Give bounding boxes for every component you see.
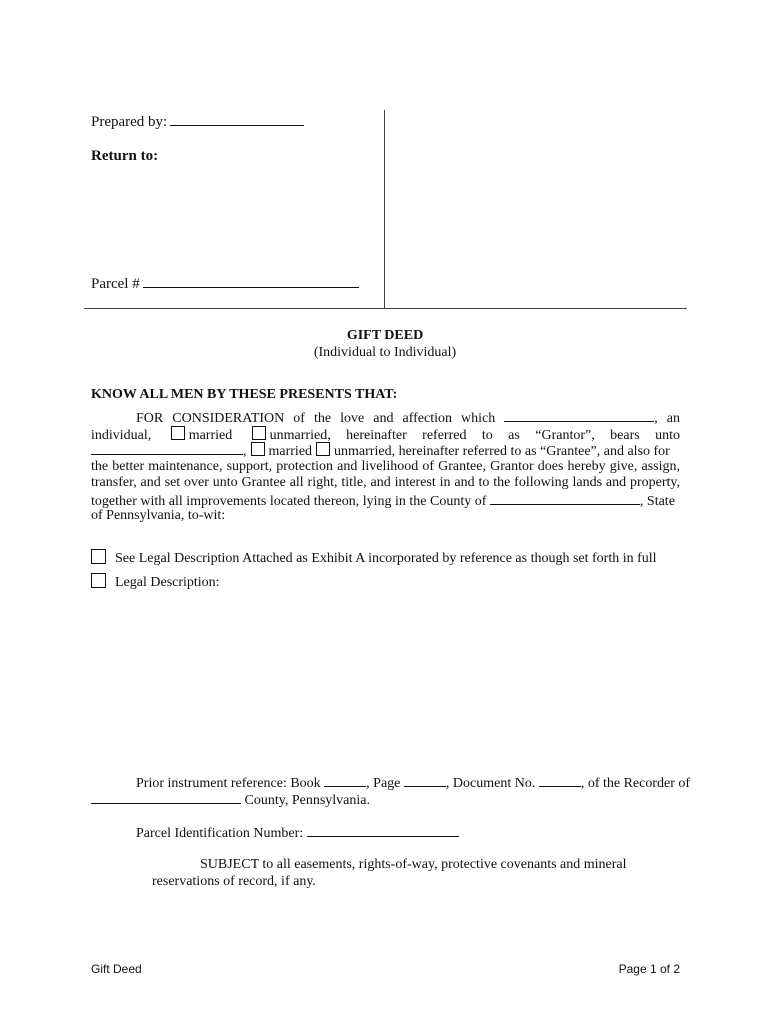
document-title: GIFT DEED [346,328,424,343]
paragraph-line: transfer, and set over unto Grantee all right, title, and interest in and to the following lands and property, [91,475,680,490]
paragraph-line: the better maintenance, support, protection and livelihood of Grantee, Grantor does hereby give, assign, [91,458,680,474]
paragraph-line: County, Pennsylvania. [91,791,680,808]
paragraph-line: together with all improvements located thereon, lying in the County of , State [91,493,675,509]
paragraph-line: of Pennsylvania, to-wit: [91,508,226,523]
return-to-label: Return to: [91,148,159,164]
grantee-married-checkbox[interactable] [251,442,265,456]
county-field[interactable] [490,492,640,505]
prepared-by-field[interactable] [170,112,304,126]
parcel-number [91,274,359,293]
prepared-by [91,112,304,131]
paragraph-line: FOR CONSIDERATION of the love and affection which , an [136,411,680,426]
grantor-name-field[interactable] [504,409,654,422]
legal-description-checkbox[interactable] [91,573,106,588]
header-divider-vertical [384,110,385,308]
document-subtitle: (Individual to Individual) [313,345,457,360]
grantee-unmarried-checkbox[interactable] [316,442,330,456]
legal-description-option [91,573,220,591]
header-divider-horizontal [84,308,687,309]
paragraph-line: , married unmarried, hereinafter referred to as “Grantee”, and also for [91,442,680,459]
book-field[interactable] [324,774,366,787]
grantor-unmarried-checkbox[interactable] [252,426,266,440]
parcel-identification-field[interactable] [307,824,459,837]
recorder-county-field[interactable] [91,791,241,804]
know-all-heading: KNOW ALL MEN BY THESE PRESENTS THAT: [91,387,398,402]
legal-description-label: Legal Description: [115,575,220,590]
document-number-field[interactable] [539,774,581,787]
prepared-by-label: Prepared by: [91,114,168,130]
subject-clause [152,857,672,890]
prior-instrument-reference [91,774,691,808]
consideration-paragraph [91,409,680,525]
parcel-label: Parcel # [91,276,140,292]
grantor-married-checkbox[interactable] [171,426,185,440]
parcel-field[interactable] [143,274,359,288]
exhibit-checkbox[interactable] [91,549,106,564]
grantee-name-field[interactable] [91,442,243,455]
page-field[interactable] [404,774,446,787]
parcel-identification-label: Parcel Identification Number: [136,826,304,841]
parcel-identification [136,824,459,842]
paragraph-line: reservations of record, if any. [152,873,316,889]
paragraph-line: SUBJECT to all easements, rights-of-way, protective covenants and mineral [200,857,627,872]
paragraph-line: individual, married unmarried, hereinafter referred to as “Grantor”, bears unto [91,427,680,443]
footer-document-name: Gift Deed [91,962,142,976]
exhibit-option-label: See Legal Description Attached as Exhibit A incorporated by reference as though set forth in full [115,551,657,566]
exhibit-option [91,549,657,567]
paragraph-line: Prior instrument reference: Book , Page , Document No. , of the Recorder of [136,776,691,791]
footer-page-number: Page 1 of 2 [618,962,680,976]
